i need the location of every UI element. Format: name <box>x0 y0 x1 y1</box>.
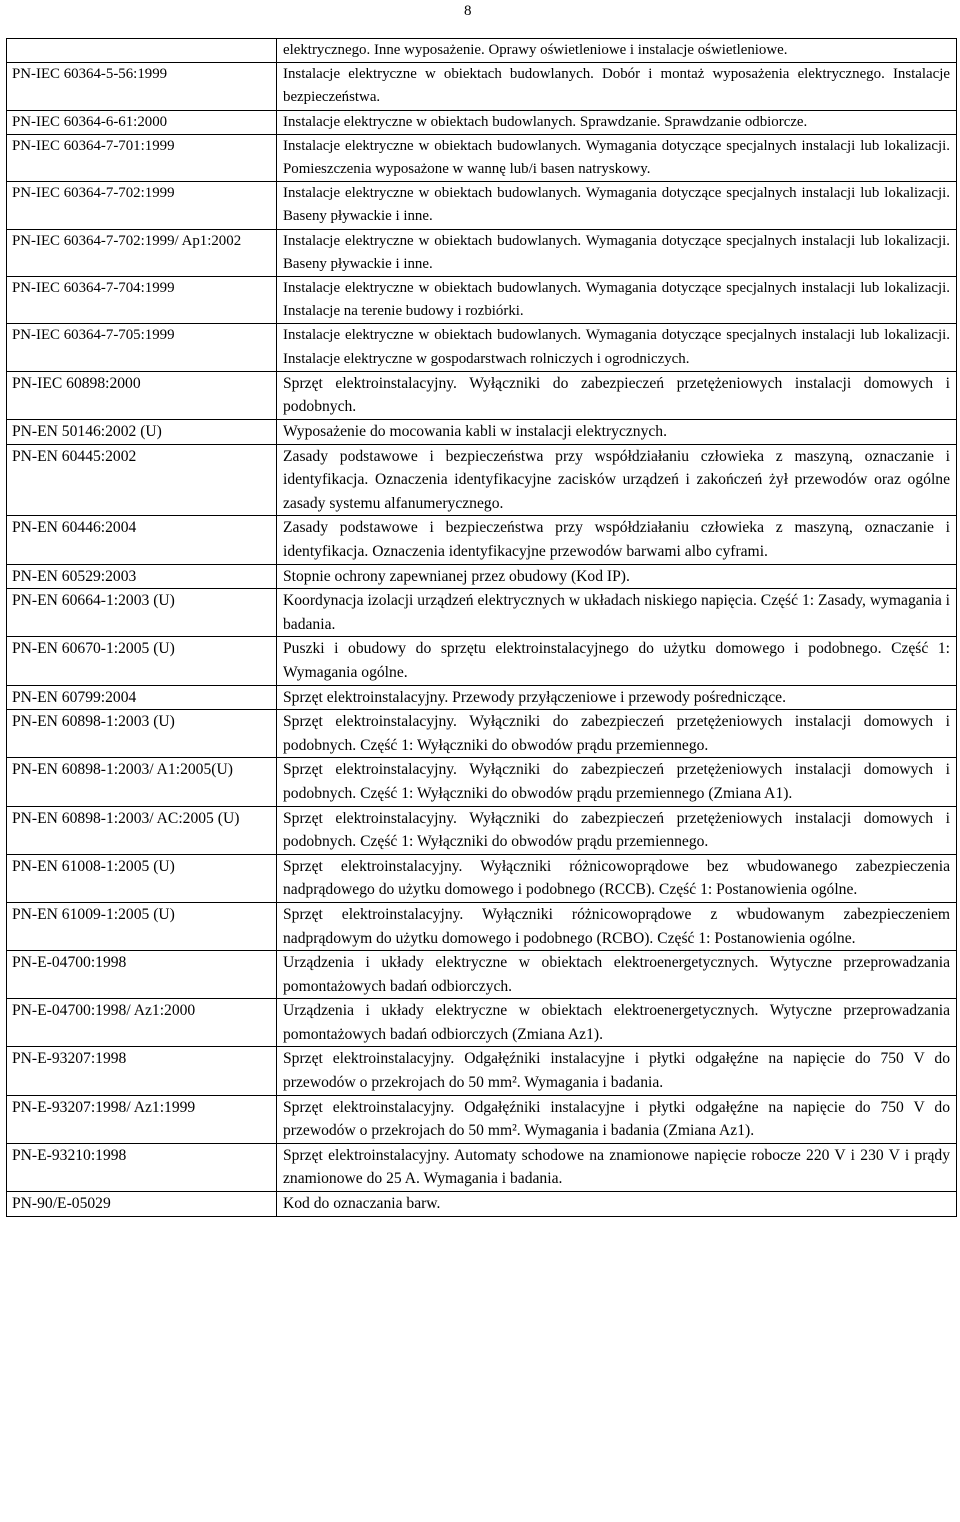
standard-description: Instalacje elektryczne w obiektach budowlanych. Dobór i montaż wyposażenia elektrycznego. Instalacje bezpieczeństwa. <box>277 63 957 110</box>
standard-code: PN-EN 60664-1:2003 (U) <box>7 589 277 637</box>
standard-row <box>7 589 957 637</box>
standard-row <box>7 637 957 685</box>
standard-code: PN-IEC 60364-7-702:1999 <box>7 182 277 229</box>
standard-description: Wyposażenie do mocowania kabli w instalacji elektrycznych. <box>277 420 957 445</box>
standard-row <box>7 564 957 589</box>
standard-row <box>7 39 957 63</box>
standard-description: Sprzęt elektroinstalacyjny. Automaty schodowe na znamionowe napięcie robocze 220 V i 230 V i prądy znamionowe do 25 A. Wymagania i badania. <box>277 1143 957 1191</box>
standard-code: PN-EN 60898-1:2003/ AC:2005 (U) <box>7 806 277 854</box>
standard-row <box>7 685 957 710</box>
standard-description: elektrycznego. Inne wyposażenie. Oprawy oświetleniowe i instalacje oświetleniowe. <box>277 39 957 63</box>
standard-row <box>7 902 957 950</box>
standard-row <box>7 444 957 516</box>
standard-description: Sprzęt elektroinstalacyjny. Odgałęźniki instalacyjne i płytki odgałęźne na napięcie do 750 V do przewodów o przekrojach do 50 mm². Wymagania i badania. <box>277 1047 957 1095</box>
standard-description: Instalacje elektryczne w obiektach budowlanych. Sprawdzanie. Sprawdzanie odbiorcze. <box>277 110 957 134</box>
standard-code: PN-E-93210:1998 <box>7 1143 277 1191</box>
page-number: 8 <box>464 3 472 19</box>
standard-code: PN-E-04700:1998 <box>7 951 277 999</box>
standard-code: PN-IEC 60364-7-702:1999/ Ap1:2002 <box>7 229 277 276</box>
standard-row <box>7 229 957 276</box>
standard-row <box>7 710 957 758</box>
standard-description: Sprzęt elektroinstalacyjny. Wyłączniki różnicowoprądowe z wbudowanym zabezpieczeniem nadprądowym do użytku domowego i podobnego (RCBO). Część 1: Postanowienia ogólne. <box>277 902 957 950</box>
standard-row <box>7 854 957 902</box>
standard-description: Instalacje elektryczne w obiektach budowlanych. Wymagania dotyczące specjalnych instalacji lub lokalizacji. Instalacje elektryczne w gospodarstwach rolniczych i ogrodniczych. <box>277 324 957 371</box>
standard-row <box>7 324 957 371</box>
standard-description: Sprzęt elektroinstalacyjny. Odgałęźniki instalacyjne i płytki odgałęźne na napięcie do 750 V do przewodów o przekrojach do 50 mm². Wymagania i badania (Zmiana Az1). <box>277 1095 957 1143</box>
standard-description: Sprzęt elektroinstalacyjny. Wyłączniki do zabezpieczeń przetężeniowych instalacji domowych i podobnych. Część 1: Wyłączniki do obwodów prądu przemiennego. <box>277 710 957 758</box>
standard-row <box>7 371 957 419</box>
standard-description: Sprzęt elektroinstalacyjny. Wyłączniki do zabezpieczeń przetężeniowych instalacji domowych i podobnych. Część 1: Wyłączniki do obwodów prądu przemiennego. <box>277 806 957 854</box>
standard-description: Sprzęt elektroinstalacyjny. Przewody przyłączeniowe i przewody pośredniczące. <box>277 685 957 710</box>
standard-description: Sprzęt elektroinstalacyjny. Wyłączniki różnicowoprądowe bez wbudowanego zabezpieczenia nadprądowego do użytku domowego i podobnego (RCCB). Część 1: Postanowienia ogólne. <box>277 854 957 902</box>
standard-code: PN-E-93207:1998 <box>7 1047 277 1095</box>
standard-code: PN-IEC 60364-5-56:1999 <box>7 63 277 110</box>
standard-row <box>7 1143 957 1191</box>
standard-code: PN-E-04700:1998/ Az1:2000 <box>7 999 277 1047</box>
standard-code: PN-EN 50146:2002 (U) <box>7 420 277 445</box>
standard-description: Zasady podstawowe i bezpieczeństwa przy współdziałaniu człowieka z maszyną, oznaczanie i identyfikacja. Oznaczenia identyfikacyjne przewodów barwami albo cyframi. <box>277 516 957 564</box>
standard-code: PN-IEC 60364-7-701:1999 <box>7 134 277 181</box>
standard-row <box>7 1047 957 1095</box>
standard-description: Koordynacja izolacji urządzeń elektrycznych w układach niskiego napięcia. Część 1: Zasady, wymagania i badania. <box>277 589 957 637</box>
standard-code: PN-EN 61009-1:2005 (U) <box>7 902 277 950</box>
standards-table-body <box>7 39 957 1217</box>
standard-description: Urządzenia i układy elektryczne w obiektach elektroenergetycznych. Wytyczne przeprowadzania pomontażowych badań odbiorczych (Zmiana Az1). <box>277 999 957 1047</box>
standard-code: PN-E-93207:1998/ Az1:1999 <box>7 1095 277 1143</box>
standard-description: Instalacje elektryczne w obiektach budowlanych. Wymagania dotyczące specjalnych instalacji lub lokalizacji. Baseny pływackie i inne. <box>277 182 957 229</box>
standard-description: Urządzenia i układy elektryczne w obiektach elektroenergetycznych. Wytyczne przeprowadzania pomontażowych badań odbiorczych. <box>277 951 957 999</box>
standard-row <box>7 1192 957 1217</box>
standard-code: PN-EN 60799:2004 <box>7 685 277 710</box>
standard-code: PN-EN 61008-1:2005 (U) <box>7 854 277 902</box>
standard-code: PN-IEC 60364-7-704:1999 <box>7 277 277 324</box>
standard-row <box>7 758 957 806</box>
standard-description: Kod do oznaczania barw. <box>277 1192 957 1217</box>
standard-code: PN-IEC 60364-6-61:2000 <box>7 110 277 134</box>
standard-description: Stopnie ochrony zapewnianej przez obudowy (Kod IP). <box>277 564 957 589</box>
standard-code: PN-EN 60529:2003 <box>7 564 277 589</box>
standard-code: PN-EN 60898-1:2003 (U) <box>7 710 277 758</box>
standard-description: Puszki i obudowy do sprzętu elektroinstalacyjnego do użytku domowego i podobnego. Część 1: Wymagania ogólne. <box>277 637 957 685</box>
standard-code: PN-EN 60670-1:2005 (U) <box>7 637 277 685</box>
standard-code: PN-IEC 60898:2000 <box>7 371 277 419</box>
standard-code: PN-EN 60445:2002 <box>7 444 277 516</box>
standard-row <box>7 63 957 110</box>
standard-row <box>7 182 957 229</box>
standard-row <box>7 134 957 181</box>
standard-code <box>7 39 277 63</box>
standard-description: Instalacje elektryczne w obiektach budowlanych. Wymagania dotyczące specjalnych instalacji lub lokalizacji. Instalacje na terenie budowy i rozbiórki. <box>277 277 957 324</box>
standard-description: Zasady podstawowe i bezpieczeństwa przy współdziałaniu człowieka z maszyną, oznaczanie i identyfikacja. Oznaczenia identyfikacyjne zacisków urządzeń i zakończeń żył przewodów oraz ogólne zasady systemu alfanumerycznego. <box>277 444 957 516</box>
standard-row <box>7 806 957 854</box>
standard-code: PN-EN 60898-1:2003/ A1:2005(U) <box>7 758 277 806</box>
standard-row <box>7 110 957 134</box>
standard-row <box>7 420 957 445</box>
standard-code: PN-90/E-05029 <box>7 1192 277 1217</box>
standard-description: Sprzęt elektroinstalacyjny. Wyłączniki do zabezpieczeń przetężeniowych instalacji domowych i podobnych. <box>277 371 957 419</box>
standard-description: Instalacje elektryczne w obiektach budowlanych. Wymagania dotyczące specjalnych instalacji lub lokalizacji. Baseny pływackie i inne. <box>277 229 957 276</box>
standard-row <box>7 1095 957 1143</box>
standard-row <box>7 999 957 1047</box>
standard-description: Sprzęt elektroinstalacyjny. Wyłączniki do zabezpieczeń przetężeniowych instalacji domowych i podobnych. Część 1: Wyłączniki do obwodów prądu przemiennego (Zmiana A1). <box>277 758 957 806</box>
standard-row <box>7 516 957 564</box>
standard-code: PN-IEC 60364-7-705:1999 <box>7 324 277 371</box>
standard-description: Instalacje elektryczne w obiektach budowlanych. Wymagania dotyczące specjalnych instalacji lub lokalizacji. Pomieszczenia wyposażone w wannę lub/i basen natryskowy. <box>277 134 957 181</box>
standards-table <box>6 38 957 1217</box>
standard-code: PN-EN 60446:2004 <box>7 516 277 564</box>
standard-row <box>7 951 957 999</box>
standard-row <box>7 277 957 324</box>
